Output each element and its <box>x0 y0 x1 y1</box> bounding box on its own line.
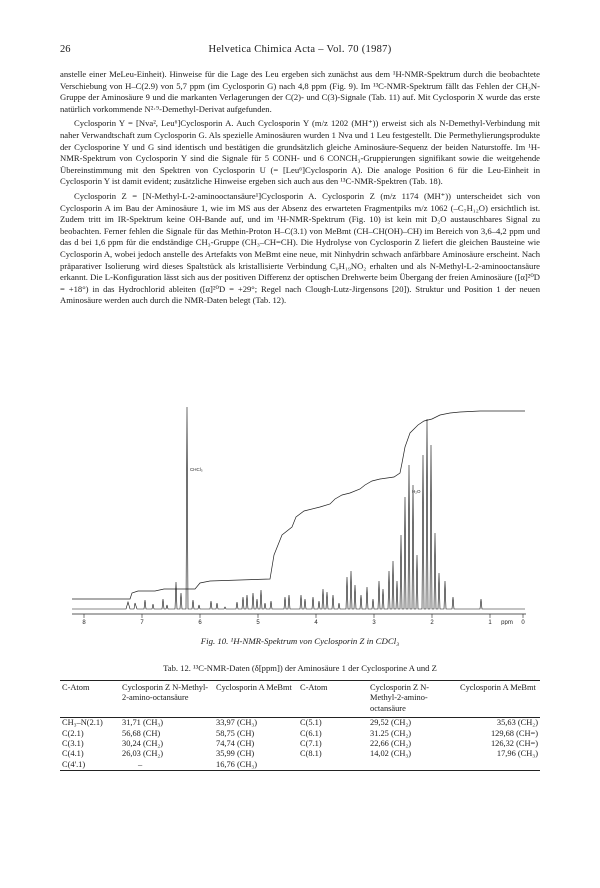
table-cell: 35,63 (CH₂) <box>496 718 538 728</box>
table-cell: 29,52 (CH₂) <box>370 718 412 728</box>
table-caption: Tab. 12. ¹³C-NMR-Daten (δ[ppm]) der Aminosäure 1 der Cyclosporine A und Z <box>163 663 437 673</box>
paragraph-cyclosporin-y: Cyclosporin Y = [Nva², Leu⁶]Cyclosporin A. Auch Cyclosporin Y (m/z 1202 (MH⁺)) erweist sich als N-Demethyl-Verbindung mit naher Verwandtschaft zum Cyclosporin G. Als spezielle Aminosäuren wurden 1 Nva und 1 Leu festgestellt. Die Permethylierungsprodukte der Cyclosporine Y und G sind identisch und bestätigen die grundsätzlich gleiche Aminosäure-Sequenz der beiden Naturstoffe. Im ¹H-NMR-Spektrum von Cyclosporin Y sind die Signale für 5 CONH- und 6 CONCH₃-Gruppierungen signifikant sowie die weitgehende Übereinstimmung mit den Spektren von Cyclosporin U (= [Leu⁶]Cyclosporin A). Die analoge Position 6 für die Leu-Einheit in Cyclosporin Y ist damit evident; zusätzliche Hinweise ergeben sich auch aus den ¹³C-NMR-Spektren (Tab. 18). <box>60 118 540 187</box>
table-header-row <box>60 681 540 718</box>
tick-label-unit: ppm <box>501 620 513 625</box>
tick-label: 6 <box>198 620 202 625</box>
table-cell: C(4.1) <box>62 749 84 759</box>
table-cell: 126,32 (CH=) <box>490 739 538 749</box>
table-cell: C(3.1) <box>62 739 84 749</box>
peak-label-chcl3: CHCl₃ <box>190 467 203 472</box>
nmr-data-table <box>60 680 540 771</box>
table-cell: 58,75 (CH) <box>216 728 255 738</box>
table-cell: 35,99 (CH) <box>216 749 255 759</box>
nmr-spectrum-figure <box>60 385 540 625</box>
x-axis-ticks <box>84 614 523 618</box>
tick-label: 2 <box>430 620 434 625</box>
figure-caption: Fig. 10. ¹H-NMR-Spektrum von Cyclosporin Z in CDCl₃ <box>200 636 400 646</box>
integration-curve <box>72 411 525 599</box>
table-cell: 33,97 (CH₃) <box>216 718 258 728</box>
tick-label: 7 <box>140 620 144 625</box>
table-row <box>60 760 540 771</box>
peak-label-h2o: H₂O <box>412 489 421 494</box>
journal-title: Helvetica Chimica Acta – Vol. 70 (1987) <box>208 44 392 55</box>
table-cell <box>458 760 540 771</box>
tick-label: 5 <box>256 620 260 625</box>
table-cell: 17,96 (CH₃) <box>496 749 538 759</box>
tick-label: 8 <box>82 620 86 625</box>
column-header: Cyclosporin Z N-Methyl-2-amino-octansäure <box>122 683 209 703</box>
tick-label: 4 <box>314 620 318 625</box>
table-row <box>60 749 540 759</box>
tick-label: 0 <box>521 620 525 625</box>
column-header: Cyclosporin A MeBmt <box>460 683 536 692</box>
table-cell: C(6.1) <box>300 728 322 738</box>
table-row <box>60 729 540 739</box>
table-cell <box>298 760 368 771</box>
table-cell: C(8.1) <box>300 749 322 759</box>
table-cell: 30,24 (CH₂) <box>122 739 164 749</box>
table-cell: 56,68 (CH) <box>122 728 161 738</box>
page-number: 26 <box>60 44 71 55</box>
table-cell: 31,71 (CH₃) <box>122 718 164 728</box>
tick-label: 3 <box>372 620 376 625</box>
paragraph-cyclosporin-z: Cyclosporin Z = [N-Methyl-L-2-aminooctansäure¹]Cyclosporin A. Cyclosporin Z (m/z 1174 (MH⁺)) unterscheidet sich von Cyclosporin A im Bau der Aminosäure 1, wie im MS aus der Absenz des erwarteten Fragmentpiks m/z 1062 (–C₇H₁₂O) ersichtlich ist. Zudem tritt im IR-Spektrum keine OH-Bande auf, und im ¹H-NMR-Spektrum (Fig. 10) ist kein mit D₂O austauschbares Signal zu beobachten. Ferner fehlen die Signale für das Methin-Proton H–C(3.1) von MeBmt (CH–CH(OH)–CH) im Bereich von 3,6–4,2 ppm und das d bei 1,6 ppm für die endständige CH₃-Gruppe (CH₃–CH=CH). Die Hydrolyse von Cyclosporin Z liefert die gleichen Bausteine wie Cyclosporin A, wobei jedoch anstelle des Artefakts von MeBmt eine neue, mit Ninhydrin schwach anfärbbare Aminosäure erscheint. Nach präparativer Isolierung wird dieses Spaltstück als kristallisierte Verbindung C₉H₁₉NO₂ erhalten und als N-Methyl-L-2-aminooctansäure erkannt. Die L-Konfiguration lässt sich aus der positiven Differenz der optischen Drehwerte beim Übergang der freien Aminosäure ([α]²⁰D = +18°) in das Hydrochlorid ableiten ([α]²⁰D = +29°; Regel nach Clough-Lutz-Jirgensons [20]). Struktur und Position 1 der neuen Aminosäure werden auch durch die NMR-Daten belegt (Tab. 12). <box>60 190 540 306</box>
spectrum-trace <box>72 407 525 609</box>
column-header: Cyclosporin Z N-Methyl-2-amino-octansäure <box>370 683 430 713</box>
table-cell: C(5.1) <box>300 718 322 728</box>
table-cell: CH₃–N(2.1) <box>62 718 103 728</box>
table-cell: C(4'.1) <box>62 759 86 769</box>
tick-label: 1 <box>488 620 492 625</box>
table-row <box>60 739 540 749</box>
table-cell <box>368 760 458 771</box>
table-cell: 16,76 (CH₃) <box>216 759 258 769</box>
table-cell: 74,74 (CH) <box>216 739 255 749</box>
table-cell: 26,03 (CH₂) <box>122 749 164 759</box>
table-cell: C(7.1) <box>300 739 322 749</box>
table-cell: 31.25 (CH₂) <box>370 728 412 738</box>
table-row <box>60 718 540 729</box>
table-cell: 22,66 (CH₂) <box>370 739 412 749</box>
column-header: Cyclosporin A MeBmt <box>216 683 292 692</box>
table-cell: 14,02 (CH₃) <box>370 749 412 759</box>
paragraph-cyclosporin-x: anstelle einer MeLeu-Einheit). Hinweise für die Lage des Leu ergeben sich zunächst aus dem ¹H-NMR-Spektrum durch die beobachtete Verschiebung von H–C(2.9) von 5,7 ppm (im Cyclosporin G) nach 4,8 ppm (Fig. 9). Im ¹³C-NMR-Spektrum fällt das Fehlen der CH₃N-Gruppe der Aminosäure 9 und die markanten Verlagerungen der C(2)- und C(3)-Signale (Tab. 11) auf. Mit Cyclosporin X wurde das erste natürlich vorkommende N²·⁹-Demethyl-Derivat aufgefunden. <box>60 69 540 114</box>
body-text <box>60 69 540 310</box>
table-cell: – <box>138 759 143 769</box>
column-header: C-Atom <box>62 683 90 692</box>
table-cell: 129,68 (CH=) <box>490 728 538 738</box>
column-header: C-Atom <box>300 683 328 692</box>
table-cell: C(2.1) <box>62 728 84 738</box>
